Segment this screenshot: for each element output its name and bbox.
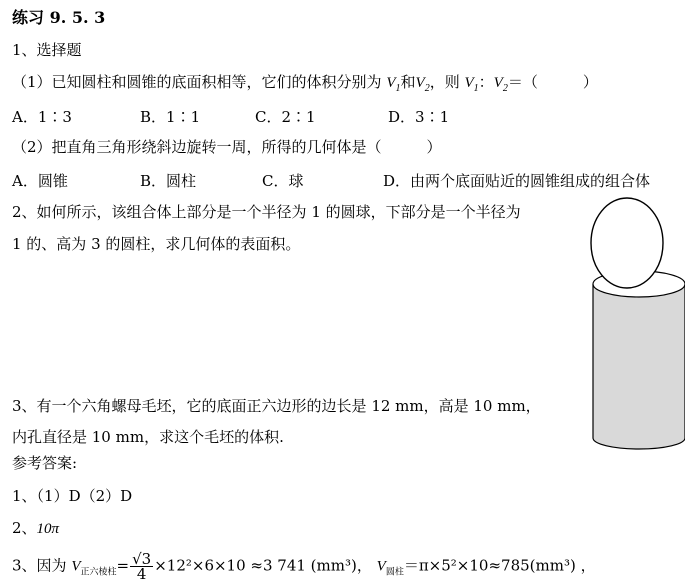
v2-symbol-b: $V_2$ xyxy=(493,75,508,94)
q1-colon: ： xyxy=(478,73,494,91)
v1-symbol: $V_1$ xyxy=(386,75,401,94)
v-hex-symbol: V xyxy=(71,558,81,575)
answer-2 xyxy=(12,518,59,539)
section-1-heading: 1、选择题 xyxy=(12,41,82,59)
question-2-line-1: 2、如何所示，该组合体上部分是一个半径为 1 的圆球，下部分是一个半径为 xyxy=(12,203,521,221)
q1-option-d: D．3∶1 xyxy=(388,108,450,126)
question-1-2: （2）把直角三角形绕斜边旋转一周，所得的几何体是（ ） xyxy=(12,138,442,156)
q1-then: ，则 xyxy=(429,73,460,91)
answer-3 xyxy=(12,552,596,583)
answer-3-prefix: 3、因为 xyxy=(12,556,67,575)
question-2-line-2: 1 的、高为 3 的圆柱，求几何体的表面积。 xyxy=(12,235,301,253)
cylinder-volume-expression: ＝π×5²×10≈785(mm³) ， xyxy=(403,556,596,575)
question-3-line-2: 内孔直径是 10 mm，求这个毛坯的体积. xyxy=(12,428,284,446)
sphere-on-cylinder-figure xyxy=(585,196,685,454)
exercise-title: 练习 9. 5. 3 xyxy=(12,8,106,27)
answer-3-eq: = xyxy=(116,556,130,575)
question-1-1 xyxy=(12,72,598,99)
question-3-line-1: 3、有一个六角螺母毛坯，它的底面正六边形的边长是 12 mm，高是 10 mm， xyxy=(12,397,541,415)
q1-option-a: A．1∶3 xyxy=(12,108,72,126)
q1-eq: ＝（ ） xyxy=(507,73,598,91)
hex-prism-subscript: 正六棱柱 xyxy=(80,567,117,578)
v1-symbol-b: $V_1$ xyxy=(464,75,479,94)
answer-2-value: 10π xyxy=(36,521,60,537)
sqrt3-over-4 xyxy=(130,552,153,581)
q2-option-c: C．球 xyxy=(262,172,304,190)
answer-2-prefix: 2、 xyxy=(12,519,37,537)
cylinder xyxy=(593,271,685,449)
cylinder-body xyxy=(593,284,685,449)
fraction-denominator: 4 xyxy=(136,565,147,583)
v2-symbol: $V_2$ xyxy=(415,75,430,94)
hex-volume-expression: ×12²×6×10 ≈3 741 (mm³)， xyxy=(154,556,372,575)
q1-text: （1）已知圆柱和圆锥的底面积相等，它们的体积分别为 xyxy=(12,73,382,91)
q2-option-b: B．圆柱 xyxy=(140,172,197,190)
sphere xyxy=(591,198,663,288)
q2-option-d: D．由两个底面贴近的圆锥组成的组合体 xyxy=(383,172,651,190)
q1-and: 和 xyxy=(400,73,416,91)
q1-option-b: B．1∶1 xyxy=(140,108,201,126)
v-cyl-symbol: V xyxy=(376,558,386,575)
q1-option-c: C．2∶1 xyxy=(255,108,316,126)
q2-option-a: A．圆锥 xyxy=(12,172,68,190)
cylinder-subscript: 圆柱 xyxy=(385,567,404,578)
answer-1: 1、（1）D（2）D xyxy=(12,487,133,505)
fraction-numerator: √3 xyxy=(132,550,152,568)
answers-heading: 参考答案: xyxy=(12,454,78,472)
